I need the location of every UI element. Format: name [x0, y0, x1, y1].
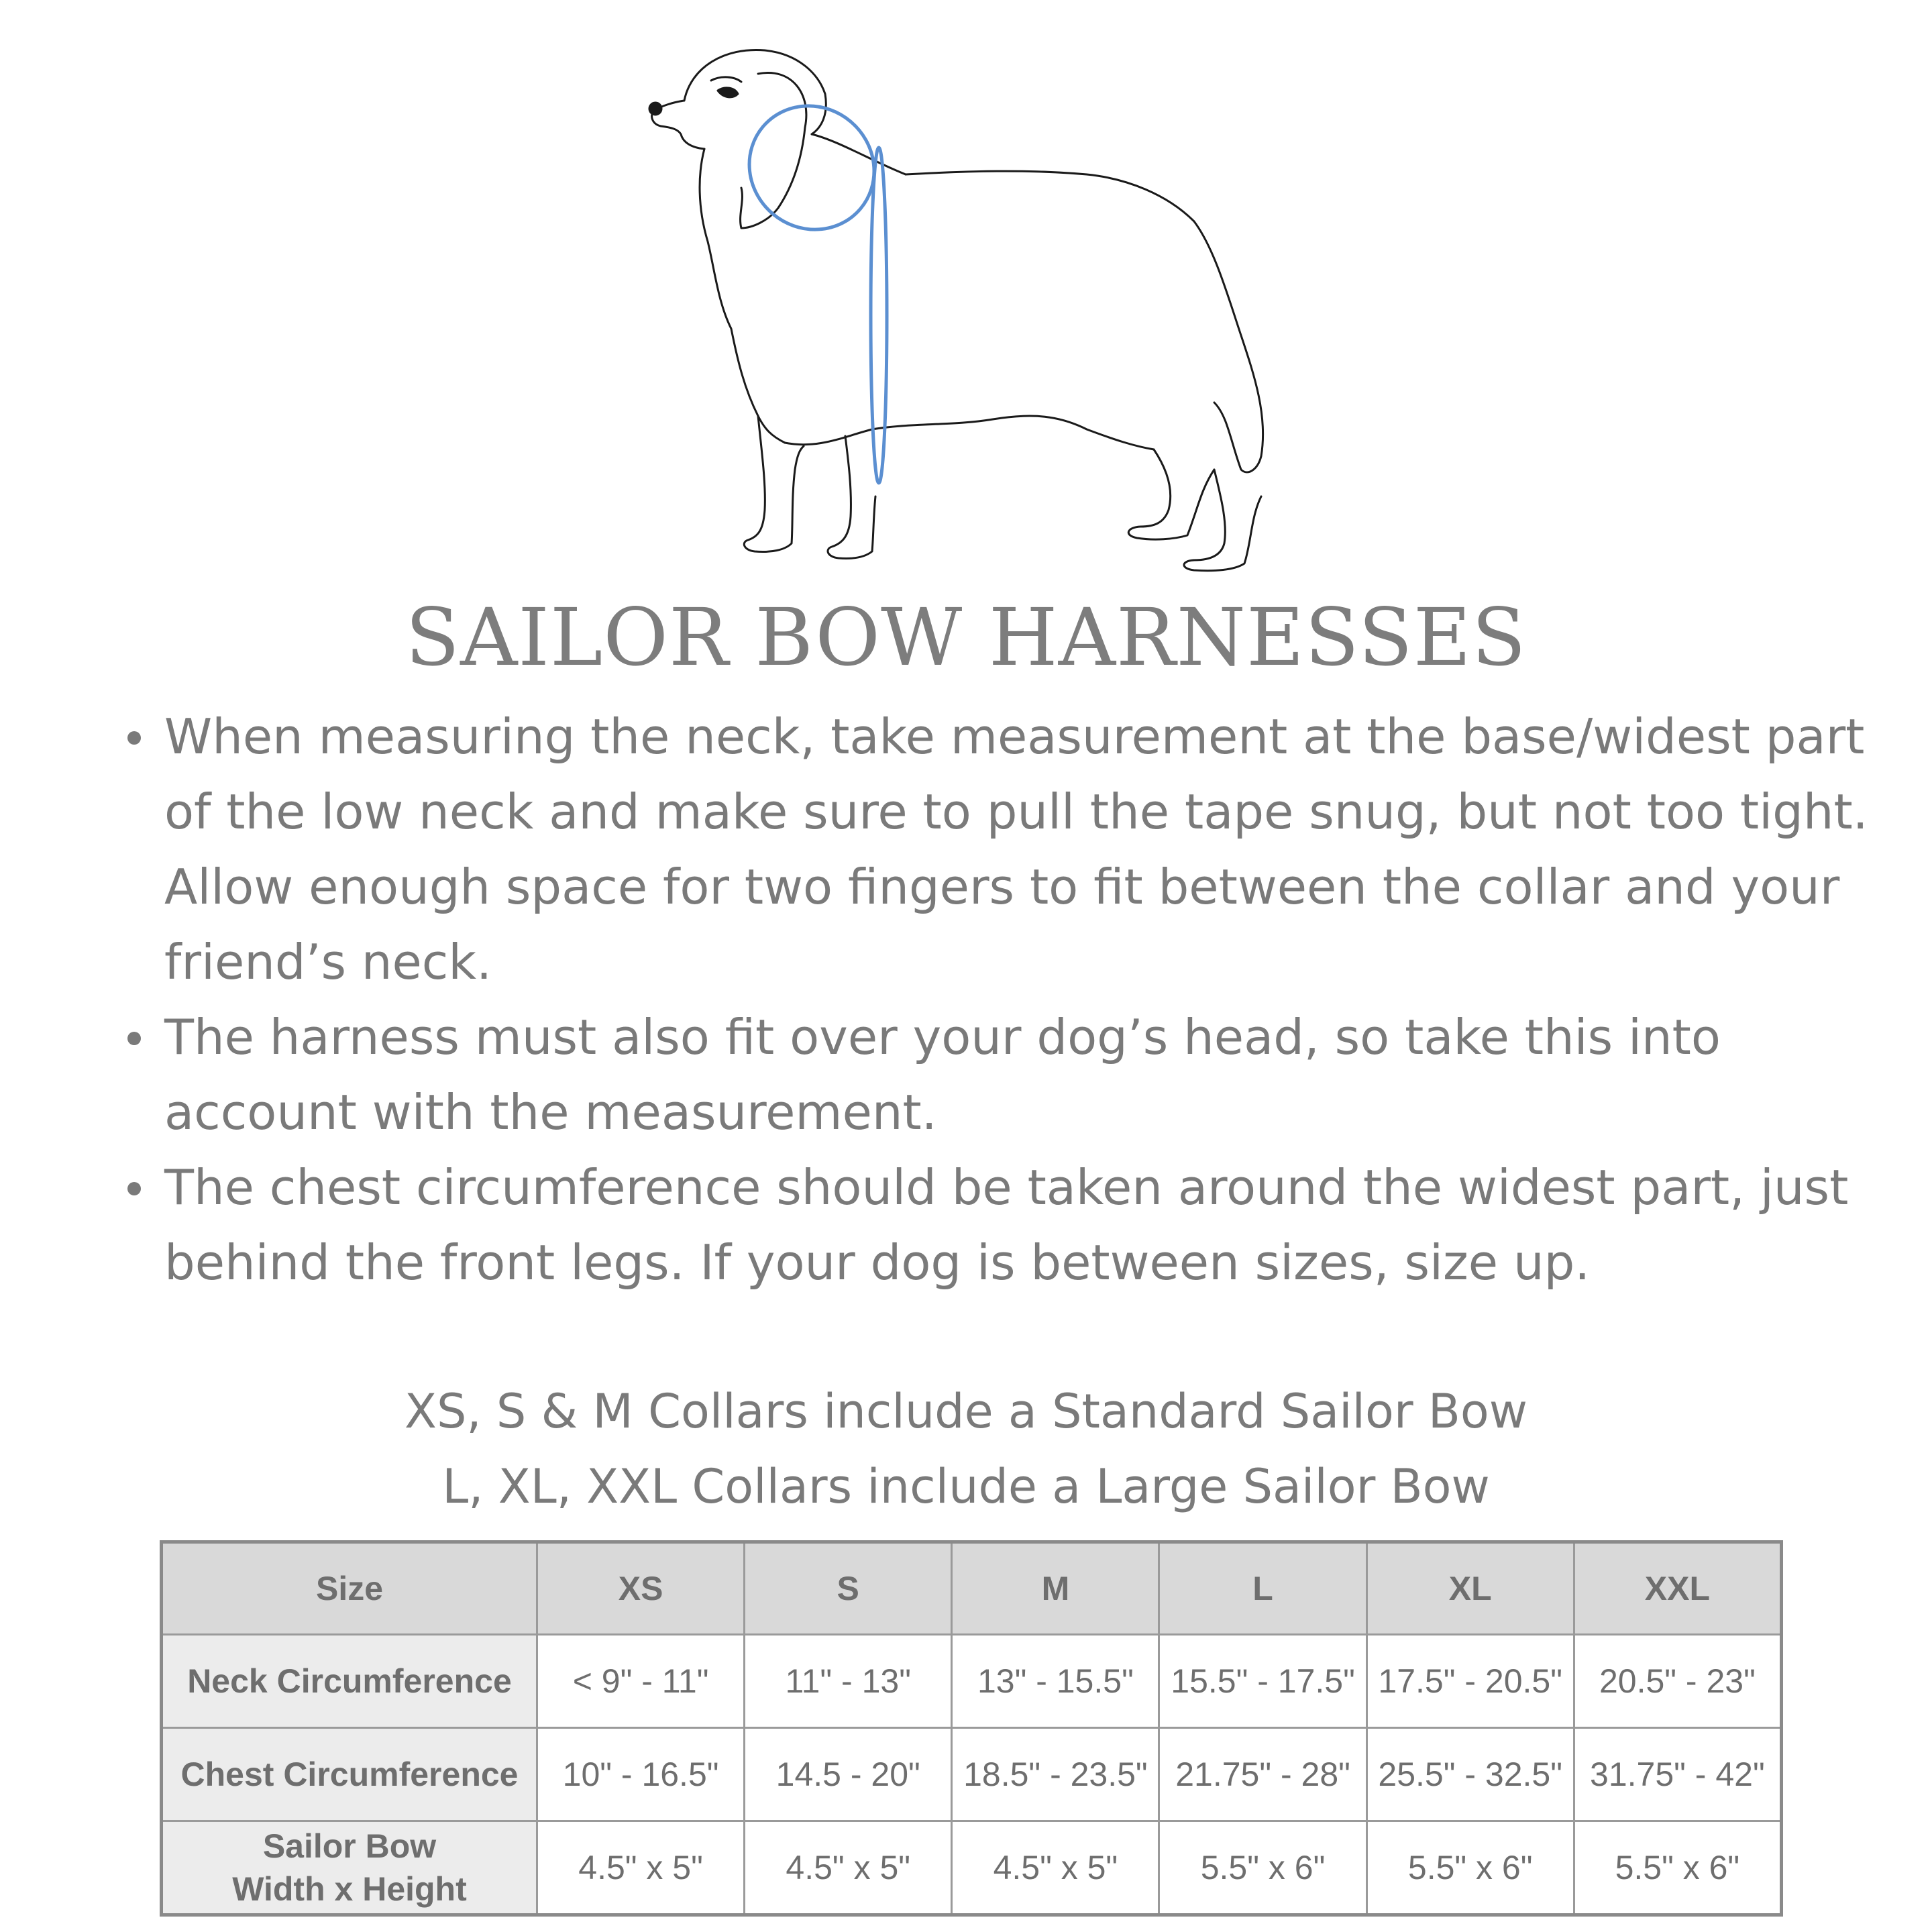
table-cell: 21.75" - 28"	[1159, 1728, 1366, 1821]
table-cell: 4.5" x 5"	[537, 1821, 745, 1915]
dog-head-outline	[684, 50, 826, 134]
instruction-text: The chest circumference should be taken around the widest part, just behind the front legs. If your dog is between sizes, size up.	[164, 1159, 1849, 1291]
table-cell: 10" - 16.5"	[537, 1728, 745, 1821]
instruction-text: The harness must also fit over your dog’s head, so take this into account with the measurement.	[164, 1009, 1721, 1140]
page-title: SAILOR BOW HARNESSES	[405, 591, 1527, 684]
header-xs: XS	[537, 1542, 745, 1635]
dog-hind-leg	[1128, 449, 1214, 539]
instruction-item	[127, 1000, 1872, 1150]
table-cell: 5.5" x 6"	[1574, 1821, 1781, 1915]
header-m: M	[952, 1542, 1159, 1635]
table-cell: 20.5" - 23"	[1574, 1635, 1781, 1728]
bullet-icon	[127, 1032, 141, 1045]
table-cell: 15.5" - 17.5"	[1159, 1635, 1366, 1728]
table-row	[162, 1635, 1782, 1728]
dog-nose	[649, 103, 661, 115]
bow-note-standard: XS, S & M Collars include a Standard Sailor Bow	[405, 1384, 1527, 1439]
instruction-text: When measuring the neck, take measurement at the base/widest part of the low neck and make sure to pull the tape snug, but not too tight. Allow enough space for two fingers to fit between the collar and your friend’s neck.	[164, 708, 1868, 990]
table-cell: 25.5" - 32.5"	[1366, 1728, 1574, 1821]
row-label-chest: Chest Circumference	[162, 1728, 537, 1821]
row-label-line: Width x Height	[232, 1870, 467, 1908]
table-cell: 4.5" x 5"	[745, 1821, 952, 1915]
dog-front-leg-2	[828, 436, 875, 559]
header-l: L	[1159, 1542, 1366, 1635]
size-chart-table	[160, 1540, 1783, 1917]
table-cell: 14.5 - 20"	[745, 1728, 952, 1821]
dog-belly	[785, 416, 1154, 449]
bullet-icon	[127, 1182, 141, 1195]
chest-tape	[871, 148, 887, 483]
row-label-line: Sailor Bow	[262, 1827, 437, 1865]
table-cell: 31.75" - 42"	[1574, 1728, 1781, 1821]
header-size: Size	[162, 1542, 537, 1635]
row-label-neck: Neck Circumference	[162, 1635, 537, 1728]
dog-hind-leg-2	[1184, 470, 1261, 571]
table-cell: 5.5" x 6"	[1159, 1821, 1366, 1915]
header-xl: XL	[1366, 1542, 1574, 1635]
table-cell: 18.5" - 23.5"	[952, 1728, 1159, 1821]
table-cell: 11" - 13"	[745, 1635, 952, 1728]
table-cell: 5.5" x 6"	[1366, 1821, 1574, 1915]
dog-illustration	[590, 27, 1355, 577]
bullet-icon	[127, 731, 141, 745]
dog-neck	[812, 134, 906, 174]
table-header-row	[162, 1542, 1782, 1635]
header-s: S	[745, 1542, 952, 1635]
table-cell: < 9" - 11"	[537, 1635, 745, 1728]
instruction-item	[127, 1150, 1872, 1300]
table-cell: 4.5" x 5"	[952, 1821, 1159, 1915]
instruction-item	[127, 699, 1872, 1000]
header-xxl: XXL	[1574, 1542, 1781, 1635]
table-row	[162, 1728, 1782, 1821]
instruction-list	[127, 699, 1872, 1300]
dog-back	[906, 171, 1194, 221]
row-label-sailor-bow	[162, 1821, 537, 1915]
table-cell: 17.5" - 20.5"	[1366, 1635, 1574, 1728]
dog-tail	[1194, 221, 1263, 472]
table-row	[162, 1821, 1782, 1915]
bow-note-large: L, XL, XXL Collars include a Large Sailor Bow	[442, 1459, 1490, 1514]
table-cell: 13" - 15.5"	[952, 1635, 1159, 1728]
dog-eye	[718, 88, 738, 97]
